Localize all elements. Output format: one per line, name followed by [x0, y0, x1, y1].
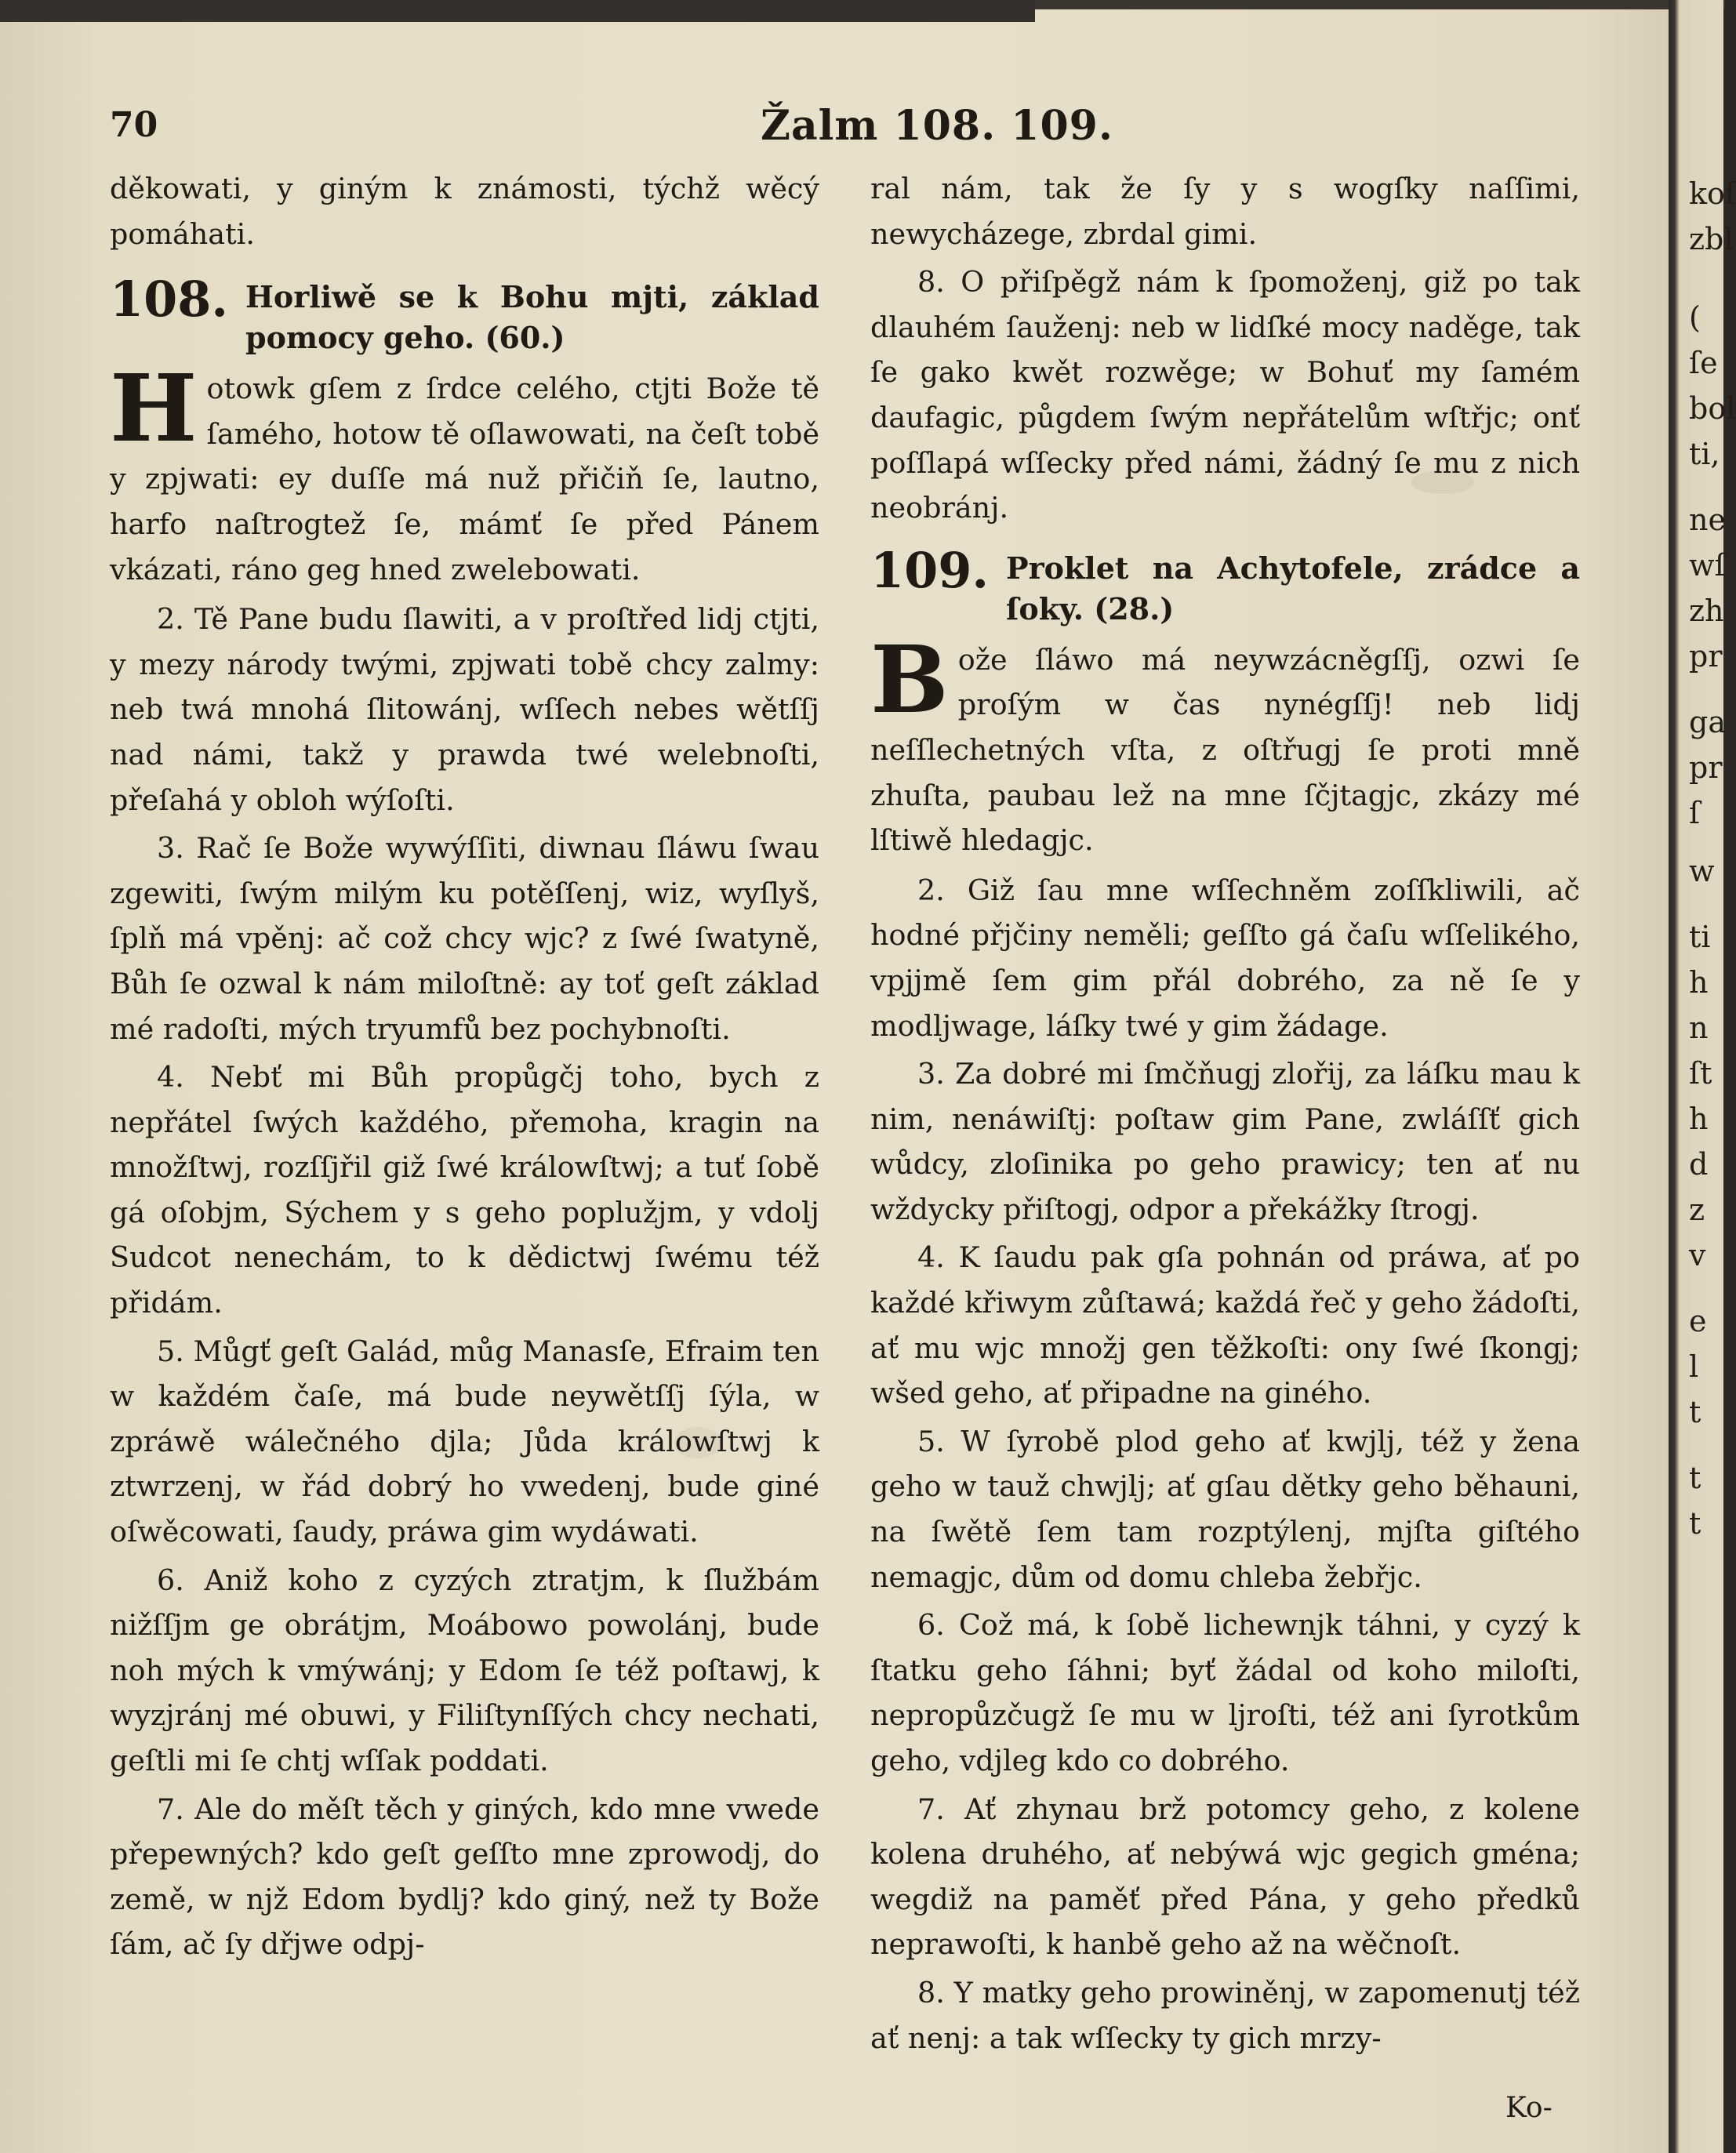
facing-page-fragment: z	[1689, 1193, 1705, 1227]
verse: 2. Tě Pane budu ſlawiti, a v proſtřed lidj ctjti, y mezy národy twými, zpjwati tobě chcy zalmy: neb twá mnohá ſlitowánj, wſſech nebes wětſſj nad námi, takž y prawda twé welebnoſti, přeſahá y obloh wýſoſti.	[110, 602, 819, 817]
facing-page-fragment: l	[1689, 1349, 1699, 1384]
verse: 4. K ſaudu pak gſa pohnán od práwa, ať po každé křiwym zůſtawá; každá řeč y geho žádoſti, ať mu wjc množj gen těžkoſti: ony ſwé ſkongj; wšed geho, ať připadne na giného.	[870, 1240, 1580, 1411]
top-edge-shadow	[0, 0, 1035, 22]
verse: 4. Nebť mi Bůh propůgčj toho, bych z nepřátel ſwých každého, přemoha, kragin na množſtwj, rozſſjřil giž ſwé králowſtwj; a tuť ſobě gá oſobjm, Sýchem y s geho poplužjm, y vdolj Sudcot nenechám, to k dědictwj ſwému též přidám.	[110, 1060, 819, 1320]
top-edge-shadow-right	[1035, 0, 1725, 9]
facing-page-fragment: zbl	[1689, 222, 1734, 256]
verse: 8. Y matky geho prowiněnj, w zapomenutj též ať nenj: a tak wſſecky ty gich mrzy-	[870, 1975, 1580, 2055]
verse-1	[870, 624, 1580, 863]
facing-page-fragment: t	[1689, 1506, 1701, 1541]
verse: 2. Giž ſau mne wſſechněm zoſſkliwili, ač hodné přjčiny neměli; geſſto gá čaſu wſſelikého, vpjjmě ſem gim přál dobrého, za ně ſe y modljwage, láſky twé y gim žádage.	[870, 873, 1580, 1043]
facing-page-fragment: pr	[1689, 750, 1723, 785]
facing-page-fragment: ti,	[1689, 437, 1720, 471]
facing-page-fragment: koſ	[1689, 176, 1736, 211]
verse: 7. Ať zhynau brž potomcy geho, z kolene kolena druhého, ať nebýwá wjc gegich gména; wegdiž na paměť před Pána, y geho předků neprawoſti, k hanbě geho až na wěčnoſt.	[870, 1792, 1580, 1962]
right-column	[870, 166, 1580, 2064]
facing-page-fragment: bol	[1689, 391, 1736, 426]
page-number: 70	[110, 105, 158, 145]
verse: 6. Což má, k ſobě lichewnjk táhni, y cyzý k ſtatku geho ſáhni; byť žádal od koho miloſti, nepropůzčugž ſe mu w ljroſti, též ani ſyrotkům geho, vdjleg kdo co dobrého.	[870, 1608, 1580, 1777]
facing-page-fragment: t	[1689, 1395, 1701, 1429]
verse: 5. W ſyrobě plod geho ať kwjlj, též y žena geho w tauž chwjlj; ať gſau dětky geho běhauni, na ſwětě ſem tam rozptýlenj, mjſta giſtého nemagjc, dům od domu chleba žebřjc.	[870, 1424, 1580, 1594]
facing-page-fragment: h	[1689, 965, 1709, 1000]
facing-page-fragment: w	[1689, 854, 1715, 888]
facing-page-fragment: ſ	[1689, 796, 1701, 830]
facing-page-fragment: n	[1689, 1011, 1709, 1045]
psalm-number: 109.	[870, 541, 990, 599]
psalm-heading	[110, 270, 819, 358]
facing-page-fragment: v	[1689, 1238, 1706, 1273]
facing-page-fragment: d	[1689, 1147, 1709, 1182]
psalm-heading	[870, 541, 1580, 630]
continuation-text: děkowati, y giným k známosti, týchž wěcý pomáhati.	[110, 172, 819, 251]
facing-page-fragment: pr	[1689, 639, 1723, 673]
verse: 3. Rač ſe Bože wywýſſiti, diwnau ſláwu ſwau zgewiti, ſwým milým ku potěſſenj, wiz, wyſlyš, ſplň má vpěnj: ač což chcy wjc? z ſwé ſwatyně, Bůh ſe ozwal k nám miloſtně: ay toť geſt základ mé radoſti, mých tryumfů bez pochybnoſti.	[110, 831, 819, 1046]
facing-page-fragment: t	[1689, 1461, 1701, 1495]
verse: 5. Můgť geſt Galád, můg Manasſe, Efraim ten w každém čaſe, má bude neywětſſj ſýla, w zpráwě wálečného djla; Jůda králowſtwj k ztwrzenj, w řád dobrý ho vwedenj, bude giné oſwěcowati, ſaudy, práwa gim wydáwati.	[110, 1334, 819, 1549]
verse: 7. Ale do měſt těch y giných, kdo mne vwede přepewných? kdo geſt geſſto mne zprowodj, do země, w njž Edom bydlj? kdo giný, než ty Bože ſám, ač ſy dřjwe odpj-	[110, 1792, 819, 1962]
psalm-title: Horliwě se k Bohu mjti, základ pomocy geho. (60.)	[245, 279, 819, 356]
psalm-title: Proklet na Achytofele, zrádce a ſoky. (28.)	[1006, 550, 1580, 626]
facing-page-fragment: zh	[1689, 594, 1724, 628]
facing-page-fragment: ſe	[1689, 346, 1718, 380]
verse: 8. O přiſpěgž nám k ſpomoženj, giž po tak dlauhém ſauženj: neb w lidſké mocy naděge, tak ſe gako kwět rozwěge; w Bohuť my ſamém daufagic, půgdem ſwým nepřátelům wſtřjc; onť poſſlapá wſſecky před námi, žádný ſe mu z nich neobránj.	[870, 265, 1580, 525]
facing-page-fragment: e	[1689, 1304, 1707, 1338]
psalm-number: 108.	[110, 270, 229, 329]
facing-page-fragment: h	[1689, 1102, 1709, 1136]
left-column	[110, 166, 819, 1970]
running-head: Žalm 108. 109.	[761, 102, 1113, 150]
page-header	[110, 94, 1615, 157]
drop-cap: H	[110, 354, 198, 463]
continuation-text: ral nám, tak že ſy y s wogſky naſſimi, newycházege, zbrdal gimi.	[870, 172, 1580, 251]
verse: 3. Za dobré mi ſmčňugj zlořij, za láſku mau k nim, nenáwiſtj: poſtaw gim Pane, zwláſſť gich wůdcy, zloſinika po geho prawicy; ten ať nu wždycky přiſtogj, odpor a překážky ſtrogj.	[870, 1057, 1580, 1226]
facing-page-fragment: ga	[1689, 705, 1726, 739]
verse-1	[110, 354, 819, 592]
verse-text: ože ſláwo má neywzácněgſſj, ozwi ſe proſým w čas nynégſſj! neb lidj neſſlechetných vſta, z oſtřugj ſe proti mně zhuſta, paubau lež na mne ſčjtagjc, zkázy mé lſtiwě hledagjc.	[870, 642, 1580, 858]
catchword: Ko-	[1505, 2092, 1553, 2124]
facing-page-fragment: ſt	[1689, 1056, 1712, 1091]
facing-page-fragment: wſ	[1689, 548, 1726, 583]
drop-cap: B	[870, 624, 949, 734]
facing-page-fragment: ne	[1689, 503, 1726, 537]
verse: 6. Aniž koho z cyzých ztratjm, k ſlužbám nižſſjm ge obrátjm, Moábowo powolánj, bude noh mých k vmýwánj; y Edom ſe též poſtawj, k wyzjránj mé obuwi, y Filiſtynſſých chcy nechati, geſtli mi ſe chtj wſſak poddati.	[110, 1563, 819, 1777]
verse-text: otowk gſem z ſrdce celého, ctjti Bože tě ſamého, hotow tě oſlawowati, na čeſt tobě y zpjwati: ey duſſe má nuž přičiň ſe, lautno, harfo naſtrogtež ſe, mámť ſe před Pánem vkázati, ráno geg hned zwelebowati.	[110, 372, 819, 586]
facing-page-fragment: (	[1689, 300, 1701, 335]
facing-page-edge	[1669, 0, 1736, 2153]
facing-page-fragment: ti	[1689, 920, 1711, 954]
